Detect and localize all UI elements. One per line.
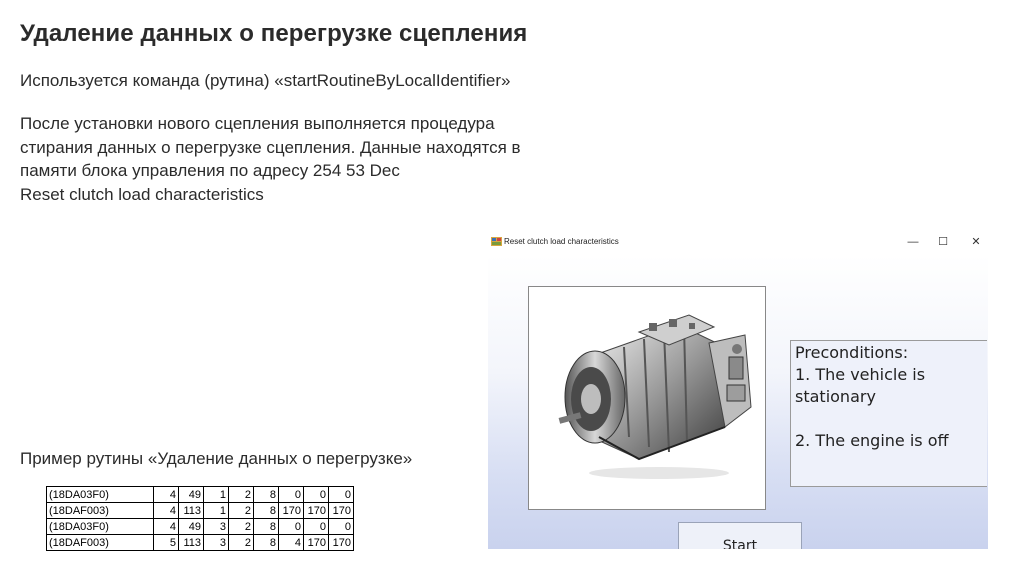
table-cell: 4 bbox=[154, 519, 179, 535]
table-cell: 3 bbox=[204, 519, 229, 535]
paragraph-line: Reset clutch load characteristics bbox=[20, 184, 264, 204]
table-cell: (18DAF003) bbox=[47, 535, 154, 551]
table-cell: 170 bbox=[329, 535, 354, 551]
paragraph-line: стирания данных о перегрузке сцепления. Данные находятся в bbox=[20, 137, 521, 157]
window-client-area bbox=[488, 255, 988, 549]
table-row bbox=[47, 519, 354, 535]
table-cell: 5 bbox=[154, 535, 179, 551]
table-cell: 2 bbox=[229, 535, 254, 551]
table-cell: 4 bbox=[154, 487, 179, 503]
table-cell: 8 bbox=[254, 519, 279, 535]
table-cell: 113 bbox=[179, 535, 204, 551]
close-button[interactable]: ✕ bbox=[971, 236, 981, 248]
window-titlebar[interactable] bbox=[488, 231, 988, 255]
slide-subtitle: Используется команда (рутина) «startRoutineByLocalIdentifier» bbox=[20, 71, 511, 90]
table-row bbox=[47, 503, 354, 519]
table-cell: 0 bbox=[329, 487, 354, 503]
precondition-spacer bbox=[795, 408, 949, 430]
table-cell: 49 bbox=[179, 487, 204, 503]
preconditions-text bbox=[795, 342, 949, 452]
table-cell: 2 bbox=[229, 519, 254, 535]
table-cell: 49 bbox=[179, 519, 204, 535]
example-title: Пример рутины «Удаление данных о перегрузке» bbox=[20, 449, 413, 468]
table-cell: 170 bbox=[304, 503, 329, 519]
precondition-line: stationary bbox=[795, 387, 876, 406]
table-cell: 0 bbox=[304, 487, 329, 503]
gearbox-image-frame bbox=[528, 286, 766, 510]
table-cell: 0 bbox=[279, 519, 304, 535]
description-paragraph bbox=[20, 112, 560, 206]
table-cell: 3 bbox=[204, 535, 229, 551]
precondition-line: 2. The engine is off bbox=[795, 431, 949, 450]
maximize-button[interactable]: ☐ bbox=[938, 236, 948, 248]
routine-table bbox=[46, 486, 354, 551]
paragraph-line: памяти блока управления по адресу 254 53 Dec bbox=[20, 161, 400, 180]
table-cell: 4 bbox=[279, 535, 304, 551]
precondition-line: 1. The vehicle is bbox=[795, 365, 926, 384]
table-cell: 1 bbox=[204, 503, 229, 519]
table-cell: 2 bbox=[229, 503, 254, 519]
table-cell: (18DA03F0) bbox=[47, 487, 154, 503]
table-cell: 8 bbox=[254, 487, 279, 503]
precondition-line: Preconditions: bbox=[795, 343, 909, 362]
minimize-button[interactable]: — bbox=[907, 236, 919, 248]
table-cell: (18DAF003) bbox=[47, 503, 154, 519]
paragraph-line: После установки нового сцепления выполняется процедура bbox=[20, 114, 495, 133]
preconditions-box bbox=[790, 340, 987, 487]
table-row bbox=[47, 535, 354, 551]
start-button[interactable]: Start bbox=[678, 522, 802, 549]
table-cell: 0 bbox=[329, 519, 354, 535]
table-cell: 1 bbox=[204, 487, 229, 503]
table-cell: 0 bbox=[279, 487, 304, 503]
table-cell: 113 bbox=[179, 503, 204, 519]
gearbox-image bbox=[529, 287, 765, 509]
table-cell: 4 bbox=[154, 503, 179, 519]
table-row bbox=[47, 487, 354, 503]
table-cell: 170 bbox=[304, 535, 329, 551]
table-cell: 0 bbox=[304, 519, 329, 535]
table-cell: 170 bbox=[329, 503, 354, 519]
window-title: Reset clutch load characteristics bbox=[504, 237, 619, 246]
table-cell: 8 bbox=[254, 503, 279, 519]
table-cell: 2 bbox=[229, 487, 254, 503]
table-cell: 170 bbox=[279, 503, 304, 519]
reset-clutch-window bbox=[488, 231, 988, 549]
table-cell: (18DA03F0) bbox=[47, 519, 154, 535]
app-icon bbox=[491, 237, 502, 246]
slide-title: Удаление данных о перегрузке сцепления bbox=[20, 20, 528, 47]
table-cell: 8 bbox=[254, 535, 279, 551]
